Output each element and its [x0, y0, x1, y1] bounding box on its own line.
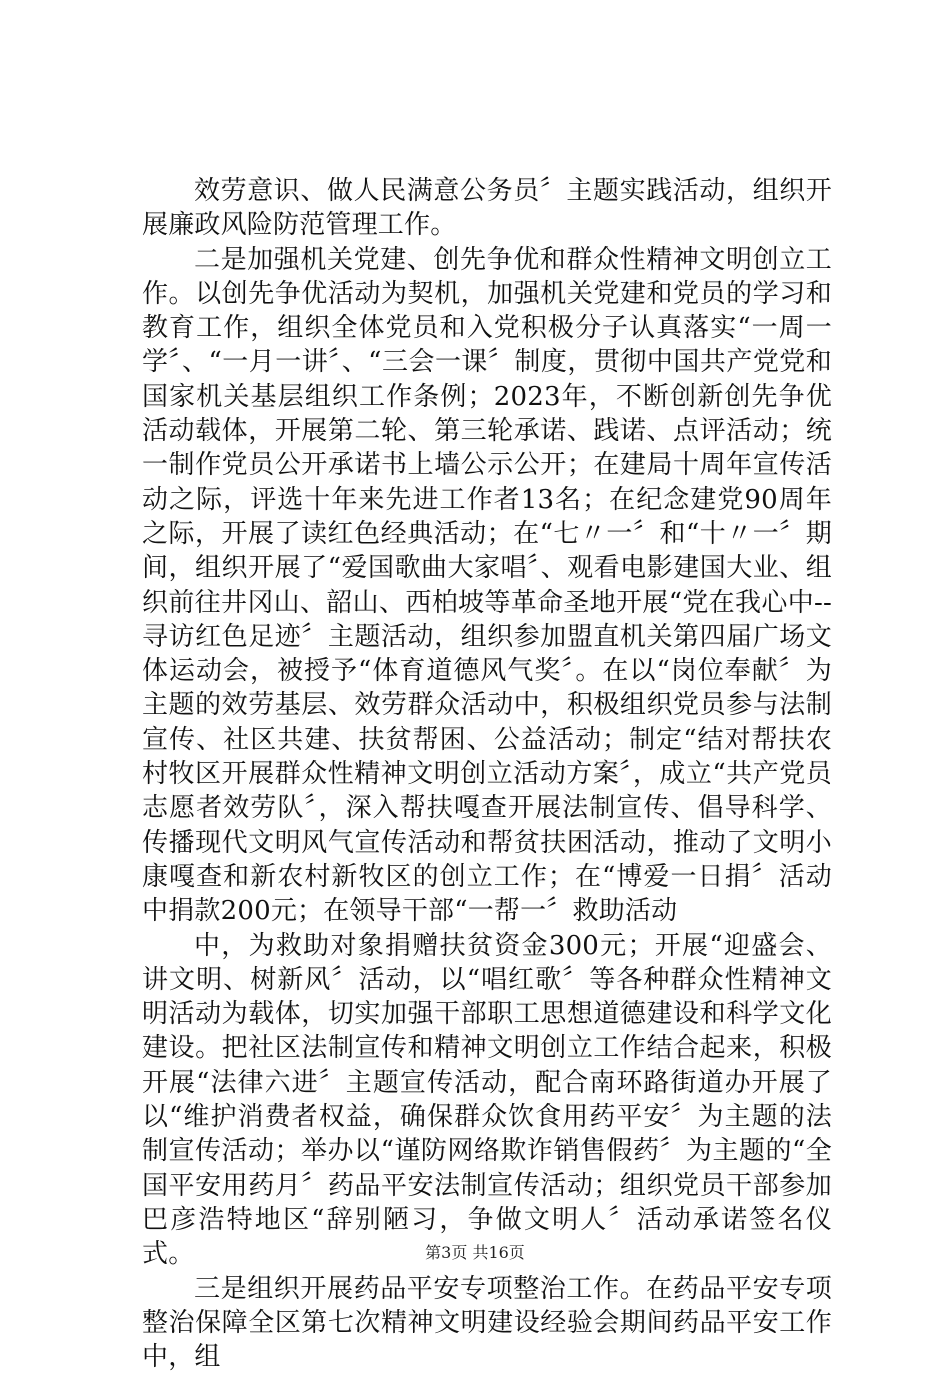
paragraph-party-building: 二是加强机关党建、创先争优和群众性精神文明创立工作。以创先争优活动为契机，加强机关党建和党员的学习和教育工作，组织全体党员和入党积极分子认真落实“一周一学〞、“一月一讲〞、“三会一课〞制度，贯彻中国共产党党和国家机关基层组织工作条例；2023年，不断创新创先争优活动载体，开展第二轮、第三轮承诺、践诺、点评活动；统一制作党员公开承诺书上墙公示公开；在建局十周年宣传活动之际，评选十年来先进工作者13名；在纪念建党90周年之际，开展了读红色经典活动；在“七〃一〞和“十〃一〞期间，组织开展了“爱国歌曲大家唱〞、观看电影建国大业、组织前往井冈山、韶山、西柏坡等革命圣地开展“党在我心中--寻访红色足迹〞主题活动，组织参加盟直机关第四届广场文体运动会，被授予“体育道德风气奖〞。在以“岗位奉献〞为主题的效劳基层、效劳群众活动中，积极组织党员参与法制宣传、社区共建、扶贫帮困、公益活动；制定“结对帮扶农村牧区开展群众性精神文明创立活动方案〞，成立“共产党员志愿者效劳队〞，深入帮扶嘎查开展法制宣传、倡导科学、传播现代文明风气宣传活动和帮贫扶困活动，推动了文明小康嘎查和新农村新牧区的创立工作；在“博爱一日捐〞活动中捐款200元；在领导干部“一帮一〞救助活动 [142, 243, 832, 929]
body-text [142, 174, 832, 1374]
paragraph-service-awareness: 效劳意识、做人民满意公务员〞主题实践活动，组织开展廉政风险防范管理工作。 [142, 174, 832, 243]
paragraph-civilization-activities: 中，为救助对象捐赠扶贫资金300元；开展“迎盛会、讲文明、树新风〞活动，以“唱红歌〞等各种群众性精神文明活动为载体，切实加强干部职工思想道德建设和科学文化建设。把社区法制宣传和精神文明创立工作结合起来，积极开展“法律六进〞主题宣传活动，配合南环路街道办开展了以“维护消费者权益，确保群众饮食用药平安〞为主题的法制宣传活动；举办以“谨防网络欺诈销售假药〞为主题的“全国平安用药月〞药品平安法制宣传活动；组织党员干部参加巴彦浩特地区“辞别陋习，争做文明人〞活动承诺签名仪式。 [142, 929, 832, 1272]
page-number-footer: 第3页 共16页 [0, 1240, 950, 1263]
paragraph-drug-safety: 三是组织开展药品平安专项整治工作。在药品平安专项整治保障全区第七次精神文明建设经验会期间药品平安工作中，组 [142, 1272, 832, 1374]
